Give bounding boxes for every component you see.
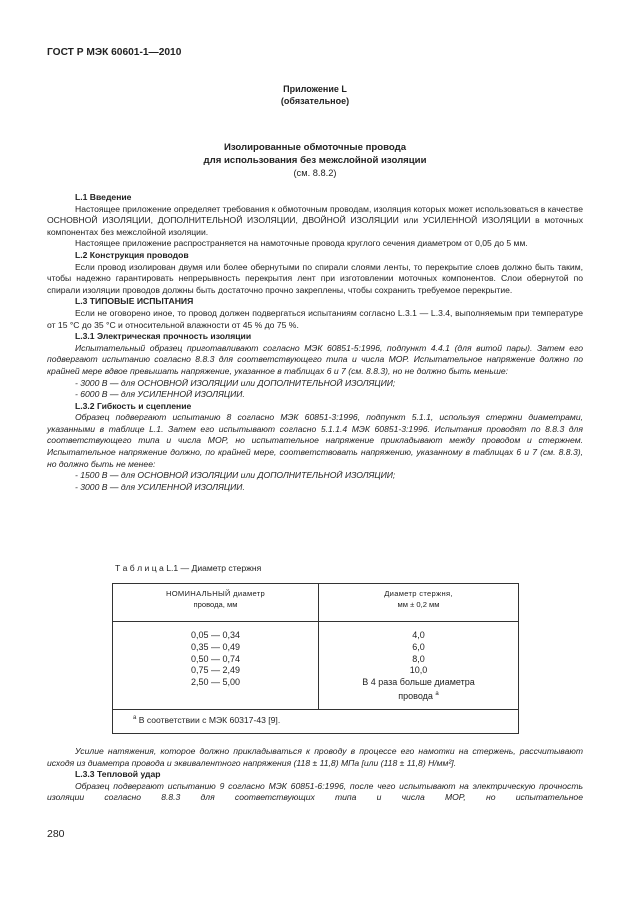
table-cell: 4,0 bbox=[412, 630, 425, 640]
table-cell: 2,50 — 5,00 bbox=[190, 677, 241, 688]
table-cell: 0,05 — 0,34 bbox=[190, 630, 241, 640]
header-text: НОМИНАЛЬНЫЙ диаметр bbox=[165, 589, 266, 598]
doc-title-ref: (см. 8.8.2) bbox=[293, 168, 337, 178]
section-heading: L.1 Введение bbox=[75, 192, 132, 202]
footnote-text: В соответствии с МЭК 60317-43 [9]. bbox=[138, 714, 281, 725]
header-text: мм ± 0,2 мм bbox=[397, 600, 440, 609]
table-header-cell bbox=[319, 584, 519, 622]
paragraph: Образец подвергают испытанию 9 согласно МЭК 60851-6:1996, после чего испытывают на электрическую прочность изоляции согласно 8.8.3 для соответствующих типа и числа MOP, но испытательное bbox=[47, 780, 583, 803]
section-heading: L.3.3 Тепловой удар bbox=[75, 769, 161, 780]
body-text-lower bbox=[47, 746, 583, 804]
header-text: провода, мм bbox=[193, 600, 238, 609]
section-heading: L.3.1 Электрическая прочность изоляции bbox=[75, 331, 252, 342]
paragraph: Настоящее приложение распространяется на намоточные провода круглого сечения диаметром от 0,05 до 5 мм. bbox=[75, 238, 528, 249]
dash-item: - 1500 В — для ОСНОВНОЙ ИЗОЛЯЦИИ или ДОПОЛНИТЕЛЬНОЙ ИЗОЛЯЦИИ; bbox=[75, 470, 396, 481]
table-header-cell bbox=[113, 584, 319, 622]
doc-title-line2: для использования без межслойной изоляции bbox=[203, 155, 427, 166]
paragraph: Настоящее приложение определяет требования к обмоточным проводам, изоляция которых может использоваться в качестве ОСНОВНОЙ ИЗОЛЯЦИИ, ДОПОЛНИТЕЛЬНОЙ ИЗОЛЯЦИИ, ДВОЙНОЙ ИЗОЛЯЦИИ или УСИЛЕННОЙ ИЗОЛЯЦИИ в моточных компонентах без межслойной изоляции. bbox=[47, 203, 583, 237]
section-heading: L.2 Конструкция проводов bbox=[75, 249, 189, 260]
header-text: Диаметр стержня, bbox=[384, 589, 453, 598]
table-cell: 0,35 — 0,49 bbox=[190, 641, 241, 652]
paragraph: Усилие натяжения, которое должно прикладываться к проводу в процессе его намотки на стержень, рассчитывают исходя из диаметра провода и эквивалентного напряжения (118 ± 11,8) МПа [или (118 ± 11,8) Н/мм²]. bbox=[47, 746, 583, 768]
body-text-upper bbox=[47, 192, 583, 493]
table-caption-prefix: Т а б л и ц а bbox=[115, 563, 164, 573]
table-cell: 0,75 — 2,49 bbox=[190, 665, 241, 676]
doc-title-line1: Изолированные обмоточные провода bbox=[223, 142, 407, 153]
section-heading: L.3 ТИПОВЫЕ ИСПЫТАНИЯ bbox=[75, 296, 194, 307]
appendix-status: (обязательное) bbox=[280, 96, 350, 106]
table-caption-text: L.1 — Диаметр стержня bbox=[166, 563, 262, 573]
appendix-title: Приложение L bbox=[283, 84, 347, 94]
dash-item: - 6000 В — для УСИЛЕННОЙ ИЗОЛЯЦИИ. bbox=[75, 389, 245, 400]
table-footnote bbox=[113, 709, 519, 733]
paragraph: Испытательный образец приготавливают согласно МЭК 60851-5:1996, подпункт 4.4.1 (для витой пары). Затем его подвергают испытанию согласно 8.8.3 для соответствующего типа и числа MOP. Испытательное напряжение должно по крайней мере вдвое превышать напряжение, указанное в таблицах 6 и 7 (см. 8.8.3), но не должно быть меньше: bbox=[47, 342, 583, 376]
footnote-mark: a bbox=[133, 714, 137, 721]
range-column bbox=[113, 622, 319, 710]
table-footnote-row bbox=[113, 709, 519, 733]
paragraph: Если не оговорено иное, то провод должен подвергаться испытаниям согласно L.3.1 — L.3.4, выполняемым при температуре от 15 °С до 35 °С и относительной влажности от 45 % до 75 %. bbox=[47, 307, 583, 330]
footnote-ref: a bbox=[435, 690, 439, 697]
table-cell: 0,50 — 0,74 bbox=[190, 653, 241, 664]
table-cell bbox=[319, 689, 518, 703]
table-cell: 10,0 bbox=[409, 665, 428, 676]
table-header-row bbox=[113, 584, 519, 622]
table-body-row bbox=[113, 622, 519, 710]
document-header: ГОСТ Р МЭК 60601-1—2010 bbox=[47, 47, 182, 58]
rod-diameter-table bbox=[112, 583, 519, 734]
range-list bbox=[191, 630, 240, 689]
table-caption bbox=[115, 563, 261, 575]
section-heading: L.3.2 Гибкость и сцепление bbox=[75, 400, 192, 411]
dash-item: - 3000 В — для ОСНОВНОЙ ИЗОЛЯЦИИ или ДОПОЛНИТЕЛЬНОЙ ИЗОЛЯЦИИ; bbox=[75, 377, 396, 388]
paragraph: Образец подвергают испытанию 8 согласно МЭК 60851-3:1996, подпункт 5.1.1, используя стержни диаметрами, указанными в таблице L.1. Затем его испытывают согласно 5.1.1.4 МЭК 60851-3:1996. Испытания проводят по 8.8.3 для соответствующего типа и числа MOP, но испытательное напряжение прикладывают между проводом и стержнем. Испытательное напряжение должно, по крайней мере, соответствовать напряжению, указанному в таблицах 6 и 7 (см. 8.8.3), но должно быть не менее: bbox=[47, 412, 583, 469]
page-number: 280 bbox=[47, 828, 65, 840]
table-cell: В 4 раза больше диаметра bbox=[362, 677, 475, 688]
table-cell-text: провода bbox=[398, 690, 433, 701]
table-cell: 6,0 bbox=[412, 641, 425, 652]
dash-item: - 3000 В — для УСИЛЕННОЙ ИЗОЛЯЦИИ. bbox=[75, 481, 245, 492]
paragraph: Если провод изолирован двумя или более обернутыми по спирали слоями ленты, то перекрытие слоев должно быть таким, чтобы надежно гарантировать непрерывность перекрытия лент при изготовлении моточных компонентов. Слои обернутой по спирали изоляции проводов должны быть достаточно прочно закреплены, чтобы сохранить требуемое перекрытие. bbox=[47, 261, 583, 295]
table-cell: 8,0 bbox=[412, 653, 425, 664]
value-column bbox=[319, 622, 519, 710]
